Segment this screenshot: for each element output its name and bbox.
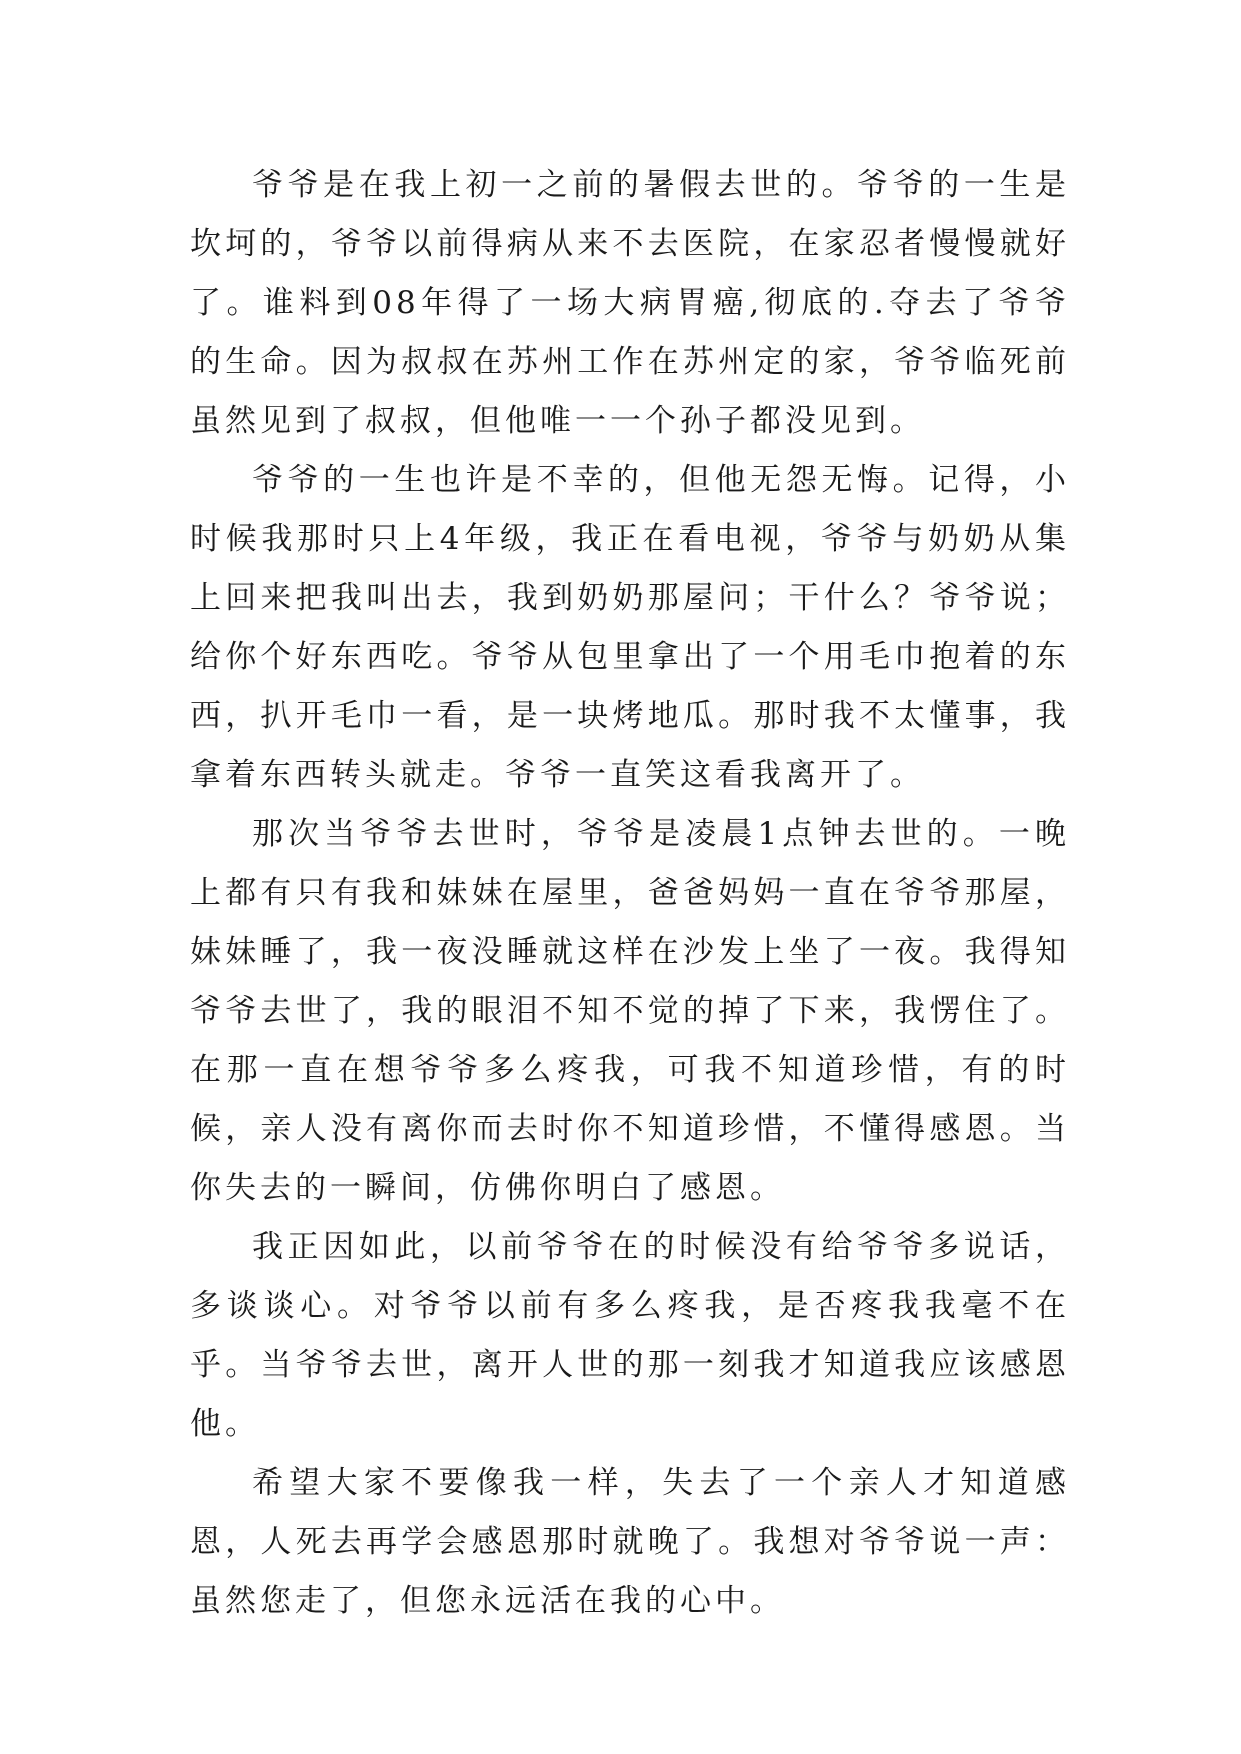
paragraph-2: 爷爷的一生也许是不幸的，但他无怨无悔。记得，小时候我那时只上4年级，我正在看电视，爷爷与奶奶从集上回来把我叫出去，我到奶奶那屋问；干什么？爷爷说；给你个好东西吃。爷爷从包里拿出了一个用毛巾抱着的东西，扒开毛巾一看，是一块烤地瓜。那时我不太懂事，我拿着东西转头就走。爷爷一直笑这看我离开了。 — [190, 462, 1070, 793]
document-body — [190, 156, 1070, 1631]
paragraph-3: 那次当爷爷去世时，爷爷是凌晨1点钟去世的。一晚上都有只有我和妹妹在屋里，爸爸妈妈一直在爷爷那屋，妹妹睡了，我一夜没睡就这样在沙发上坐了一夜。我得知爷爷去世了，我的眼泪不知不觉的掉了下来，我愣住了。在那一直在想爷爷多么疼我，可我不知道珍惜，有的时候，亲人没有离你而去时你不知道珍惜，不懂得感恩。当你失去的一瞬间，仿佛你明白了感恩。 — [190, 816, 1070, 1206]
paragraph-5: 希望大家不要像我一样，失去了一个亲人才知道感恩，人死去再学会感恩那时就晚了。我想对爷爷说一声：虽然您走了，但您永远活在我的心中。 — [190, 1465, 1070, 1619]
paragraph-1: 爷爷是在我上初一之前的暑假去世的。爷爷的一生是坎坷的，爷爷以前得病从来不去医院，在家忍者慢慢就好了。谁料到08年得了一场大病胃癌,彻底的.夺去了爷爷的生命。因为叔叔在苏州工作在苏州定的家，爷爷临死前虽然见到了叔叔，但他唯一一个孙子都没见到。 — [190, 167, 1070, 439]
paragraph-4: 我正因如此，以前爷爷在的时候没有给爷爷多说话，多谈谈心。对爷爷以前有多么疼我，是否疼我我毫不在乎。当爷爷去世，离开人世的那一刻我才知道我应该感恩他。 — [190, 1229, 1070, 1442]
